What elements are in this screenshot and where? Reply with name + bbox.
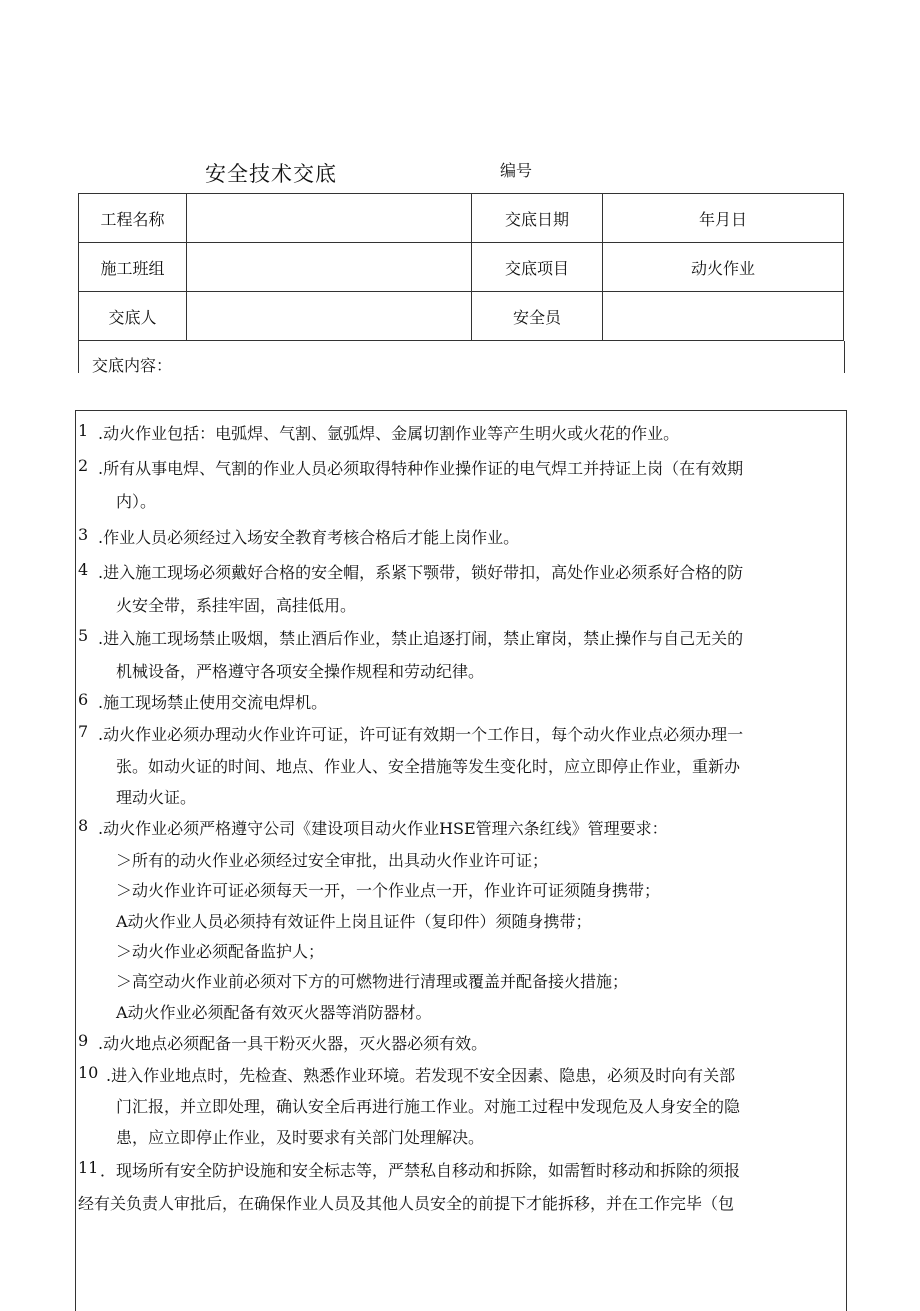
item-field[interactable]: 动火作业 xyxy=(603,243,844,292)
serial-number-label: 编号 xyxy=(500,161,533,180)
item-text: .动火作业必须办理动火作业许可证，许可证有效期一个工作日，每个动火作业点必须办理一 xyxy=(98,725,744,744)
item-number: 9 xyxy=(78,1031,89,1050)
presenter-field[interactable] xyxy=(187,292,472,341)
item-text: 经有关负责人审批后，在确保作业人员及其他人员安全的前提下才能拆移，并在工作完毕（包 xyxy=(78,1194,735,1213)
item-text: .进入作业地点时，先检查、熟悉作业环境。若发现不安全因素、隐患，必须及时向有关部 xyxy=(106,1066,736,1085)
content-box xyxy=(75,410,847,1311)
content-section xyxy=(78,341,845,373)
item-text: 机械设备，严格遵守各项安全操作规程和劳动纪律。 xyxy=(116,662,485,681)
sub-item: ＞动火作业必须配备监护人； xyxy=(116,942,325,961)
sub-item: ＞所有的动火作业必须经过安全审批，出具动火作业许可证； xyxy=(116,851,549,870)
item-text: .动火作业包括：电弧焊、气割、氩弧焊、金属切割作业等产生明火或火花的作业。 xyxy=(98,424,680,443)
presenter-label: 交底人 xyxy=(79,292,187,341)
item-text: 患，应立即停止作业，及时要求有关部门处理解决。 xyxy=(116,1128,485,1147)
item-number: 4 xyxy=(78,560,89,579)
item-number: 7 xyxy=(78,722,89,741)
item-label: 交底项目 xyxy=(472,243,603,292)
item-text: ．现场所有安全防护设施和安全标志等，严禁私自移动和拆除，如需暂时移动和拆除的须报 xyxy=(100,1161,741,1180)
sub-item: A动火作业必须配备有效灭火器等消防器材。 xyxy=(116,1003,432,1022)
table-row xyxy=(79,243,844,292)
header-table xyxy=(78,193,844,341)
table-row xyxy=(79,194,844,243)
item-text: .施工现场禁止使用交流电焊机。 xyxy=(98,693,328,712)
project-name-field[interactable] xyxy=(187,194,472,243)
date-field[interactable]: 年月日 xyxy=(603,194,844,243)
item-text: 理动火证。 xyxy=(116,788,197,807)
safety-officer-field[interactable] xyxy=(603,292,844,341)
item-number: 10 xyxy=(78,1063,99,1082)
item-text: 火安全带，系挂牢固，高挂低用。 xyxy=(116,596,357,615)
safety-officer-label: 安全员 xyxy=(472,292,603,341)
item-text: 内）。 xyxy=(116,492,157,511)
crew-field[interactable] xyxy=(187,243,472,292)
item-text: 门汇报，并立即处理，确认安全后再进行施工作业。对施工过程中发现危及人身安全的隐 xyxy=(116,1097,741,1116)
item-number: 3 xyxy=(78,525,89,544)
item-text: .进入施工现场禁止吸烟，禁止酒后作业，禁止追逐打闹，禁止窜岗，禁止操作与自己无关的 xyxy=(98,629,744,648)
sub-item: ＞动火作业许可证必须每天一开，一个作业点一开，作业许可证须随身携带； xyxy=(116,881,661,900)
sub-item: ＞高空动火作业前必须对下方的可燃物进行清理或覆盖并配备接火措施； xyxy=(116,972,629,991)
item-text: .进入施工现场必须戴好合格的安全帽，系紧下颚带，锁好带扣，高处作业必须系好合格的防 xyxy=(98,563,744,582)
item-number: 6 xyxy=(78,690,89,709)
item-number: 8 xyxy=(78,816,89,835)
item-text: .动火地点必须配备一具干粉灭火器，灭火器必须有效。 xyxy=(98,1034,488,1053)
item-text: .作业人员必须经过入场安全教育考核合格后才能上岗作业。 xyxy=(98,528,520,547)
date-label: 交底日期 xyxy=(472,194,603,243)
item-number: 1 xyxy=(78,421,89,440)
item-text: 张。如动火证的时间、地点、作业人、安全措施等发生变化时，应立即停止作业，重新办 xyxy=(116,757,741,776)
content-label: 交底内容： xyxy=(92,356,173,375)
item-number: 11 xyxy=(78,1158,99,1177)
crew-label: 施工班组 xyxy=(79,243,187,292)
item-number: 2 xyxy=(78,456,89,475)
sub-item: A动火作业人员必须持有效证件上岗且证件（复印件）须随身携带； xyxy=(116,912,592,931)
table-row xyxy=(79,292,844,341)
item-number: 5 xyxy=(78,626,89,645)
document-title: 安全技术交底 xyxy=(205,162,337,186)
item-text: .动火作业必须严格遵守公司《建设项目动火作业HSE管理六条红线》管理要求： xyxy=(98,819,668,838)
item-text: .所有从事电焊、气割的作业人员必须取得特种作业操作证的电气焊工并持证上岗（在有效期 xyxy=(98,459,744,478)
project-name-label: 工程名称 xyxy=(79,194,187,243)
